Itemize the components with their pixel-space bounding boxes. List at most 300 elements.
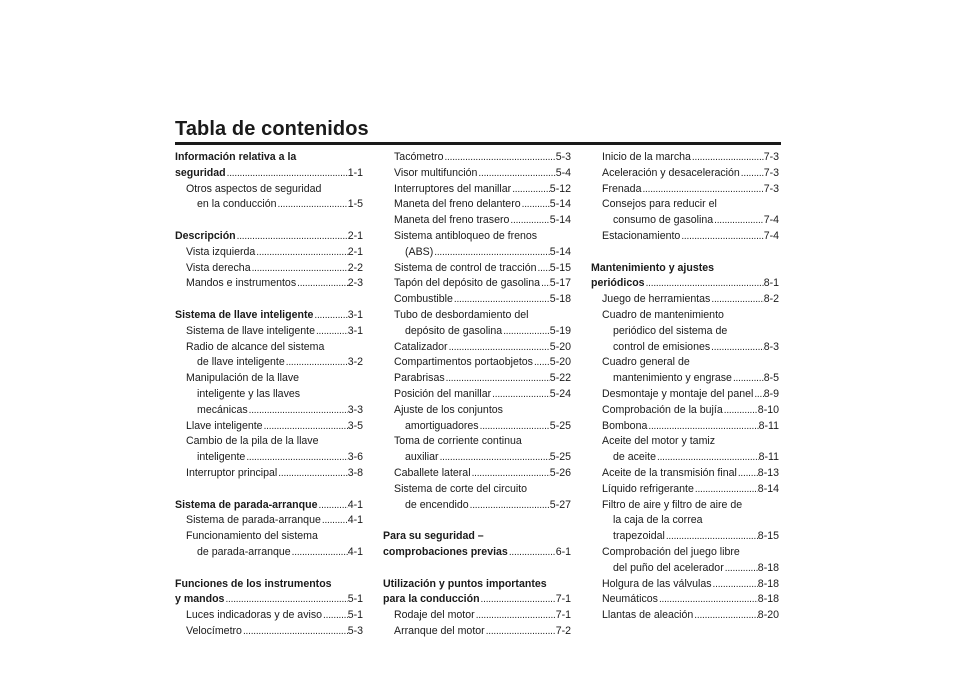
toc-page-number: 8-11 [758,419,779,432]
toc-entry-row [186,276,363,292]
toc-entry-title: Estacionamiento [602,229,681,242]
toc-entry[interactable] [591,355,779,387]
toc-dot-leader [694,482,758,498]
toc-page-number: 5-22 [549,372,571,385]
toc-entry-row [602,482,779,498]
toc-entry-title: Bombona [602,419,648,432]
toc-section-entry[interactable] [175,498,363,514]
toc-entry-row [175,229,363,245]
toc-entry-title: Sistema de llave inteligente [175,308,314,321]
toc-page-number: 5-1 [347,609,363,622]
toc-entry[interactable] [175,419,363,435]
toc-column-3 [591,150,779,624]
toc-entry[interactable] [591,419,779,435]
toc-entry-row [383,545,571,561]
toc-page-number: 8-2 [763,293,779,306]
toc-entry-title: mantenimiento y engrase [613,372,732,385]
toc-entry-row [175,592,363,608]
toc-entry[interactable] [175,182,363,214]
toc-dot-leader [712,577,758,593]
toc-column-2 [383,150,571,640]
toc-entry-title: de parada-arranque [197,545,291,558]
toc-page-number: 8-15 [757,530,779,543]
toc-entry-title-line: Para su seguridad – [383,530,484,543]
toc-section-entry[interactable] [175,229,363,245]
toc-dot-leader [509,213,549,229]
toc-entry-title-line: Toma de corriente continua [394,435,522,448]
toc-page-number: 5-24 [549,387,571,400]
toc-page-number: 5-4 [555,166,571,179]
toc-dot-leader [641,182,763,198]
toc-dot-leader [439,450,550,466]
toc-entry-title: del puño del acelerador [613,561,724,574]
toc-entry[interactable] [383,387,571,403]
toc-entry-title: Comprobación de la bujía [602,403,723,416]
toc-entry-title-line: Funcionamiento del sistema [186,530,318,543]
toc-entry[interactable] [383,466,571,482]
toc-entry-row [602,166,779,182]
toc-entry-title: Tapón del depósito de gasolina [394,277,541,290]
title-rule [175,142,781,145]
toc-page-number: 5-25 [549,419,571,432]
toc-dot-leader [242,624,348,640]
toc-page-number: 8-5 [763,372,779,385]
toc-page-number: 5-15 [549,261,571,274]
toc-entry-row [186,324,363,340]
toc-entry-row [186,355,363,371]
toc-entry-title: Arranque del motor [394,624,485,637]
toc-dot-leader [724,561,758,577]
toc-entry[interactable] [591,166,779,182]
toc-entry[interactable] [175,324,363,340]
toc-entry[interactable] [591,608,779,624]
toc-page-number: 4-1 [347,514,363,527]
toc-page-number: 5-26 [549,466,571,479]
toc-entry[interactable] [383,276,571,292]
toc-entry[interactable] [383,197,571,213]
toc-entry-title-line: Sistema antibloqueo de frenos [394,229,538,242]
toc-entry-row [602,182,779,198]
toc-entry-row [394,450,571,466]
toc-dot-leader [475,608,556,624]
toc-entry[interactable] [175,624,363,640]
toc-entry[interactable] [591,182,779,198]
toc-entry[interactable] [383,182,571,198]
toc-page-number: 7-3 [763,182,779,195]
toc-entry-row [394,324,571,340]
toc-page-number: 7-1 [555,609,571,622]
toc-page-number: 2-3 [347,277,363,290]
toc-dot-leader [445,371,550,387]
toc-entry-title-line: Cambio de la pila de la llave [186,435,319,448]
toc-entry-title: Inicio de la marcha [602,151,691,163]
toc-entry[interactable] [175,371,363,418]
toc-column-1 [175,150,363,640]
toc-page-number: 5-20 [549,340,571,353]
toc-entry-title: para la conducción [383,593,480,606]
toc-entry-row [602,387,779,403]
toc-page-number: 3-2 [347,356,363,369]
toc-entry-row [394,197,571,213]
toc-dot-leader [691,150,764,166]
toc-entry-title: Mandos e instrumentos [186,277,297,290]
toc-dot-leader [321,513,348,529]
toc-entry[interactable] [175,340,363,372]
toc-entry-title: Maneta del freno delantero [394,198,521,211]
toc-entry[interactable] [591,545,779,577]
toc-entry[interactable] [175,245,363,261]
toc-dot-leader [533,355,550,371]
toc-entry-title-line: Sistema de corte del circuito [394,482,528,495]
toc-entry-row [394,387,571,403]
toc-dot-leader [665,529,758,545]
toc-page-number: 5-18 [549,293,571,306]
toc-entry-row [394,182,571,198]
toc-entry-row [602,150,779,166]
toc-page-number: 1-5 [347,198,363,211]
toc-entry-title: Tacómetro [394,151,444,163]
toc-dot-leader [224,592,347,608]
toc-entry-title: Combustible [394,293,453,306]
toc-page-number: 8-20 [757,609,779,622]
toc-entry-row [383,592,571,608]
toc-entry-title: consumo de gasolina [613,214,714,227]
toc-entry-title: Aceleración y desaceleración [602,166,740,179]
toc-dot-leader [255,245,347,261]
toc-entry-title: Interruptores del manillar [394,182,512,195]
toc-page-number: 7-3 [763,166,779,179]
toc-entry-title: Holgura de las válvulas [602,577,712,590]
toc-entry-title-line: inteligente y las llaves [197,387,301,400]
toc-entry[interactable] [591,577,779,593]
toc-entry-title: Velocímetro [186,624,242,637]
toc-dot-leader [226,166,348,182]
toc-entry-row [394,292,571,308]
toc-dot-leader [693,608,758,624]
toc-entry-title: de llave inteligente [197,356,285,369]
toc-page-number: 2-1 [347,229,363,242]
toc-entry-row [602,213,779,229]
toc-entry[interactable] [383,261,571,277]
toc-page-number: 5-17 [549,277,571,290]
toc-entry[interactable] [383,482,571,514]
toc-page-number: 3-3 [347,403,363,416]
toc-dot-leader [251,261,348,277]
toc-entry-title-line: Comprobación del juego libre [602,545,740,558]
toc-entry-title: Sistema de control de tracción [394,261,537,274]
toc-dot-leader [479,419,550,435]
toc-entry-title-line: Filtro de aire y filtro de aire de [602,498,743,511]
toc-page-number: 5-19 [549,324,571,337]
toc-entry[interactable] [383,150,571,166]
toc-page-number: 7-3 [763,151,779,163]
toc-dot-leader [658,592,758,608]
toc-entry-row [602,577,779,593]
toc-entry[interactable] [175,608,363,624]
toc-page-number: 2-2 [347,261,363,274]
toc-dot-leader [656,450,759,466]
toc-dot-leader [537,261,550,277]
toc-dot-leader [313,308,347,324]
toc-entry-title: Sistema de llave inteligente [186,324,315,337]
toc-entry[interactable] [591,197,779,229]
toc-dot-leader [277,197,348,213]
toc-entry-row [602,592,779,608]
toc-page-number: 5-14 [549,245,571,258]
toc-page-number: 8-10 [757,403,779,416]
toc-entry[interactable] [383,166,571,182]
toc-dot-leader [710,340,764,356]
toc-page-number: 8-1 [763,277,779,290]
toc-page-number: 4-1 [347,545,363,558]
toc-entry[interactable] [383,340,571,356]
toc-entry-row [186,197,363,213]
toc-entry-title-line: Cuadro general de [602,356,690,369]
toc-entry-title: Parabrisas [394,372,445,385]
toc-dot-leader [737,466,758,482]
toc-entry-title: comprobaciones previas [383,545,508,558]
toc-entry-title: Frenada [602,182,642,195]
toc-page-number: 4-1 [347,498,363,511]
toc-entry[interactable] [591,498,779,545]
toc-page-number: 5-12 [549,182,571,195]
toc-entry[interactable] [591,229,779,245]
toc-page-number: 6-1 [555,545,571,558]
toc-dot-leader [285,355,348,371]
toc-dot-leader [480,592,556,608]
toc-dot-leader [322,608,348,624]
toc-section-entry[interactable] [383,529,571,561]
toc-section-entry[interactable] [175,308,363,324]
toc-dot-leader [296,276,348,292]
toc-entry-title-line: Radio de alcance del sistema [186,340,325,353]
toc-page-number: 8-9 [763,387,779,400]
toc-page-number: 3-1 [347,308,363,321]
toc-entry-title: Luces indicadoras y de aviso [186,609,323,622]
toc-entry-title: auxiliar [405,451,439,464]
toc-entry[interactable] [383,308,571,340]
toc-dot-leader [433,245,550,261]
toc-dot-leader [491,387,550,403]
toc-section-entry[interactable] [175,577,363,609]
toc-entry-title-line: Manipulación de la llave [186,372,300,385]
toc-entry-title: Líquido refrigerante [602,482,694,495]
toc-page-number: 3-6 [347,451,363,464]
toc-page-number: 8-11 [758,451,779,464]
toc-entry-title: periódicos [591,277,645,290]
toc-entry-row [602,403,779,419]
toc-entry[interactable] [591,434,779,466]
toc-section-entry[interactable] [175,150,363,182]
toc-page-number: 8-3 [763,340,779,353]
toc-entry-title: depósito de gasolina [405,324,503,337]
toc-page-number: 3-5 [347,419,363,432]
toc-entry-title-line: Ajuste de los conjuntos [394,403,503,416]
toc-entry-title: Juego de herramientas [602,293,711,306]
toc-entry-row [394,276,571,292]
toc-entry-row [186,261,363,277]
toc-entry-title: Llantas de aleación [602,609,694,622]
toc-entry-title-line: Otros aspectos de seguridad [186,182,322,195]
toc-entry-row [186,608,363,624]
toc-entry-title: Posición del manillar [394,387,492,400]
toc-entry-row [602,466,779,482]
toc-entry-row [394,150,571,166]
toc-page-number: 8-18 [757,561,779,574]
toc-dot-leader [710,292,763,308]
toc-entry[interactable] [175,434,363,466]
toc-entry-title: Maneta del freno trasero [394,214,510,227]
toc-page-number: 5-20 [549,356,571,369]
toc-entry-row [394,466,571,482]
toc-page-number: 5-27 [549,498,571,511]
toc-entry-title-line: Utilización y puntos importantes [383,577,547,590]
toc-entry-title: Sistema de parada-arranque [175,498,318,511]
toc-entry-row [602,292,779,308]
toc-dot-leader [713,213,764,229]
toc-page-number: 5-14 [549,198,571,211]
toc-entry-title: Rodaje del motor [394,609,475,622]
toc-entry[interactable] [591,308,779,355]
toc-entry[interactable] [383,213,571,229]
toc-page-number: 5-3 [347,624,363,637]
toc-entry-title: de aceite [613,451,656,464]
toc-entry-title: Vista izquierda [186,245,256,258]
toc-dot-leader [521,197,550,213]
toc-entry[interactable] [383,292,571,308]
toc-entry[interactable] [383,371,571,387]
toc-entry-title: control de emisiones [613,340,711,353]
toc-entry[interactable] [383,434,571,466]
toc-entry[interactable] [591,292,779,308]
toc-entry[interactable] [383,403,571,435]
toc-entry-title-line: Tubo de desbordamiento del [394,308,529,321]
toc-entry-title: Compartimentos portaobjetos [394,356,533,369]
toc-entry[interactable] [591,592,779,608]
toc-entry[interactable] [383,608,571,624]
toc-entry[interactable] [175,261,363,277]
toc-entry-row [394,371,571,387]
toc-dot-leader [732,371,764,387]
toc-page-number: 5-3 [555,151,571,163]
toc-entry[interactable] [175,529,363,561]
toc-entry-title: Visor multifunción [394,166,478,179]
toc-page-number: 7-4 [763,214,779,227]
toc-entry[interactable] [175,276,363,292]
toc-dot-leader [248,403,348,419]
toc-entry[interactable] [383,355,571,371]
toc-entry-title: inteligente [197,451,246,464]
toc-dot-leader [453,292,550,308]
toc-entry-title-line: Cuadro de mantenimiento [602,308,724,321]
toc-entry-title: (ABS) [405,245,434,258]
toc-page-number: 5-1 [347,593,363,606]
toc-dot-leader [245,450,347,466]
toc-section-entry[interactable] [383,577,571,609]
toc-page-number: 7-4 [763,229,779,242]
toc-entry-row [591,276,779,292]
toc-entry-row [602,371,779,387]
toc-entry-row [602,340,779,356]
toc-entry-row [394,213,571,229]
toc-entry[interactable] [591,150,779,166]
toc-entry-row [394,419,571,435]
toc-entry-row [186,245,363,261]
toc-dot-leader [647,419,758,435]
toc-entry-title: Neumáticos [602,593,658,606]
toc-entry-title-line: Funciones de los instrumentos [175,577,332,590]
toc-dot-leader [277,466,347,482]
toc-entry[interactable] [591,387,779,403]
toc-section-entry[interactable] [591,261,779,293]
toc-dot-leader [477,166,555,182]
toc-entry-row [186,450,363,466]
toc-dot-leader [443,150,555,166]
toc-entry-title: trapezoidal [613,530,665,543]
toc-entry-row [602,450,779,466]
toc-entry[interactable] [591,466,779,482]
toc-entry-row [394,624,571,640]
toc-entry-title: en la conducción [197,198,277,211]
toc-entry-row [175,166,363,182]
toc-entry-title: Catalizador [394,340,448,353]
toc-dot-leader [645,276,764,292]
toc-entry-row [186,513,363,529]
toc-entry-row [394,166,571,182]
toc-entry[interactable] [591,403,779,419]
toc-entry-row [175,498,363,514]
toc-entry-title-line: Mantenimiento y ajustes [591,261,715,274]
toc-entry-row [394,340,571,356]
toc-page-number: 7-1 [555,593,571,606]
toc-entry-title: Llave inteligente [186,419,263,432]
toc-entry-row [394,355,571,371]
toc-entry[interactable] [591,482,779,498]
toc-dot-leader [508,545,556,561]
toc-entry[interactable] [383,229,571,261]
toc-entry-row [175,308,363,324]
toc-dot-leader [315,324,348,340]
toc-entry-title-line: Información relativa a la [175,151,297,163]
toc-dot-leader [502,324,550,340]
toc-entry-row [602,419,779,435]
toc-page-number: 3-8 [347,466,363,479]
toc-page-number: 8-18 [757,577,779,590]
toc-dot-leader [723,403,758,419]
toc-dot-leader [317,498,347,514]
toc-entry-row [602,229,779,245]
toc-entry-title: Desmontaje y montaje del panel [602,387,754,400]
toc-dot-leader [740,166,764,182]
toc-entry-title: Aceite de la transmisión final [602,466,737,479]
toc-entry[interactable] [175,513,363,529]
toc-entry-row [602,561,779,577]
toc-entry[interactable] [175,466,363,482]
toc-entry-title: de encendido [405,498,469,511]
toc-dot-leader [263,419,348,435]
toc-entry[interactable] [383,624,571,640]
toc-entry-row [602,529,779,545]
toc-entry-row [186,419,363,435]
toc-dot-leader [469,498,550,514]
toc-dot-leader [753,387,763,403]
toc-entry-row [186,403,363,419]
toc-entry-row [602,608,779,624]
toc-entry-row [394,245,571,261]
toc-entry-title: amortiguadores [405,419,479,432]
toc-page-number: 8-18 [757,593,779,606]
toc-entry-title: seguridad [175,166,226,179]
